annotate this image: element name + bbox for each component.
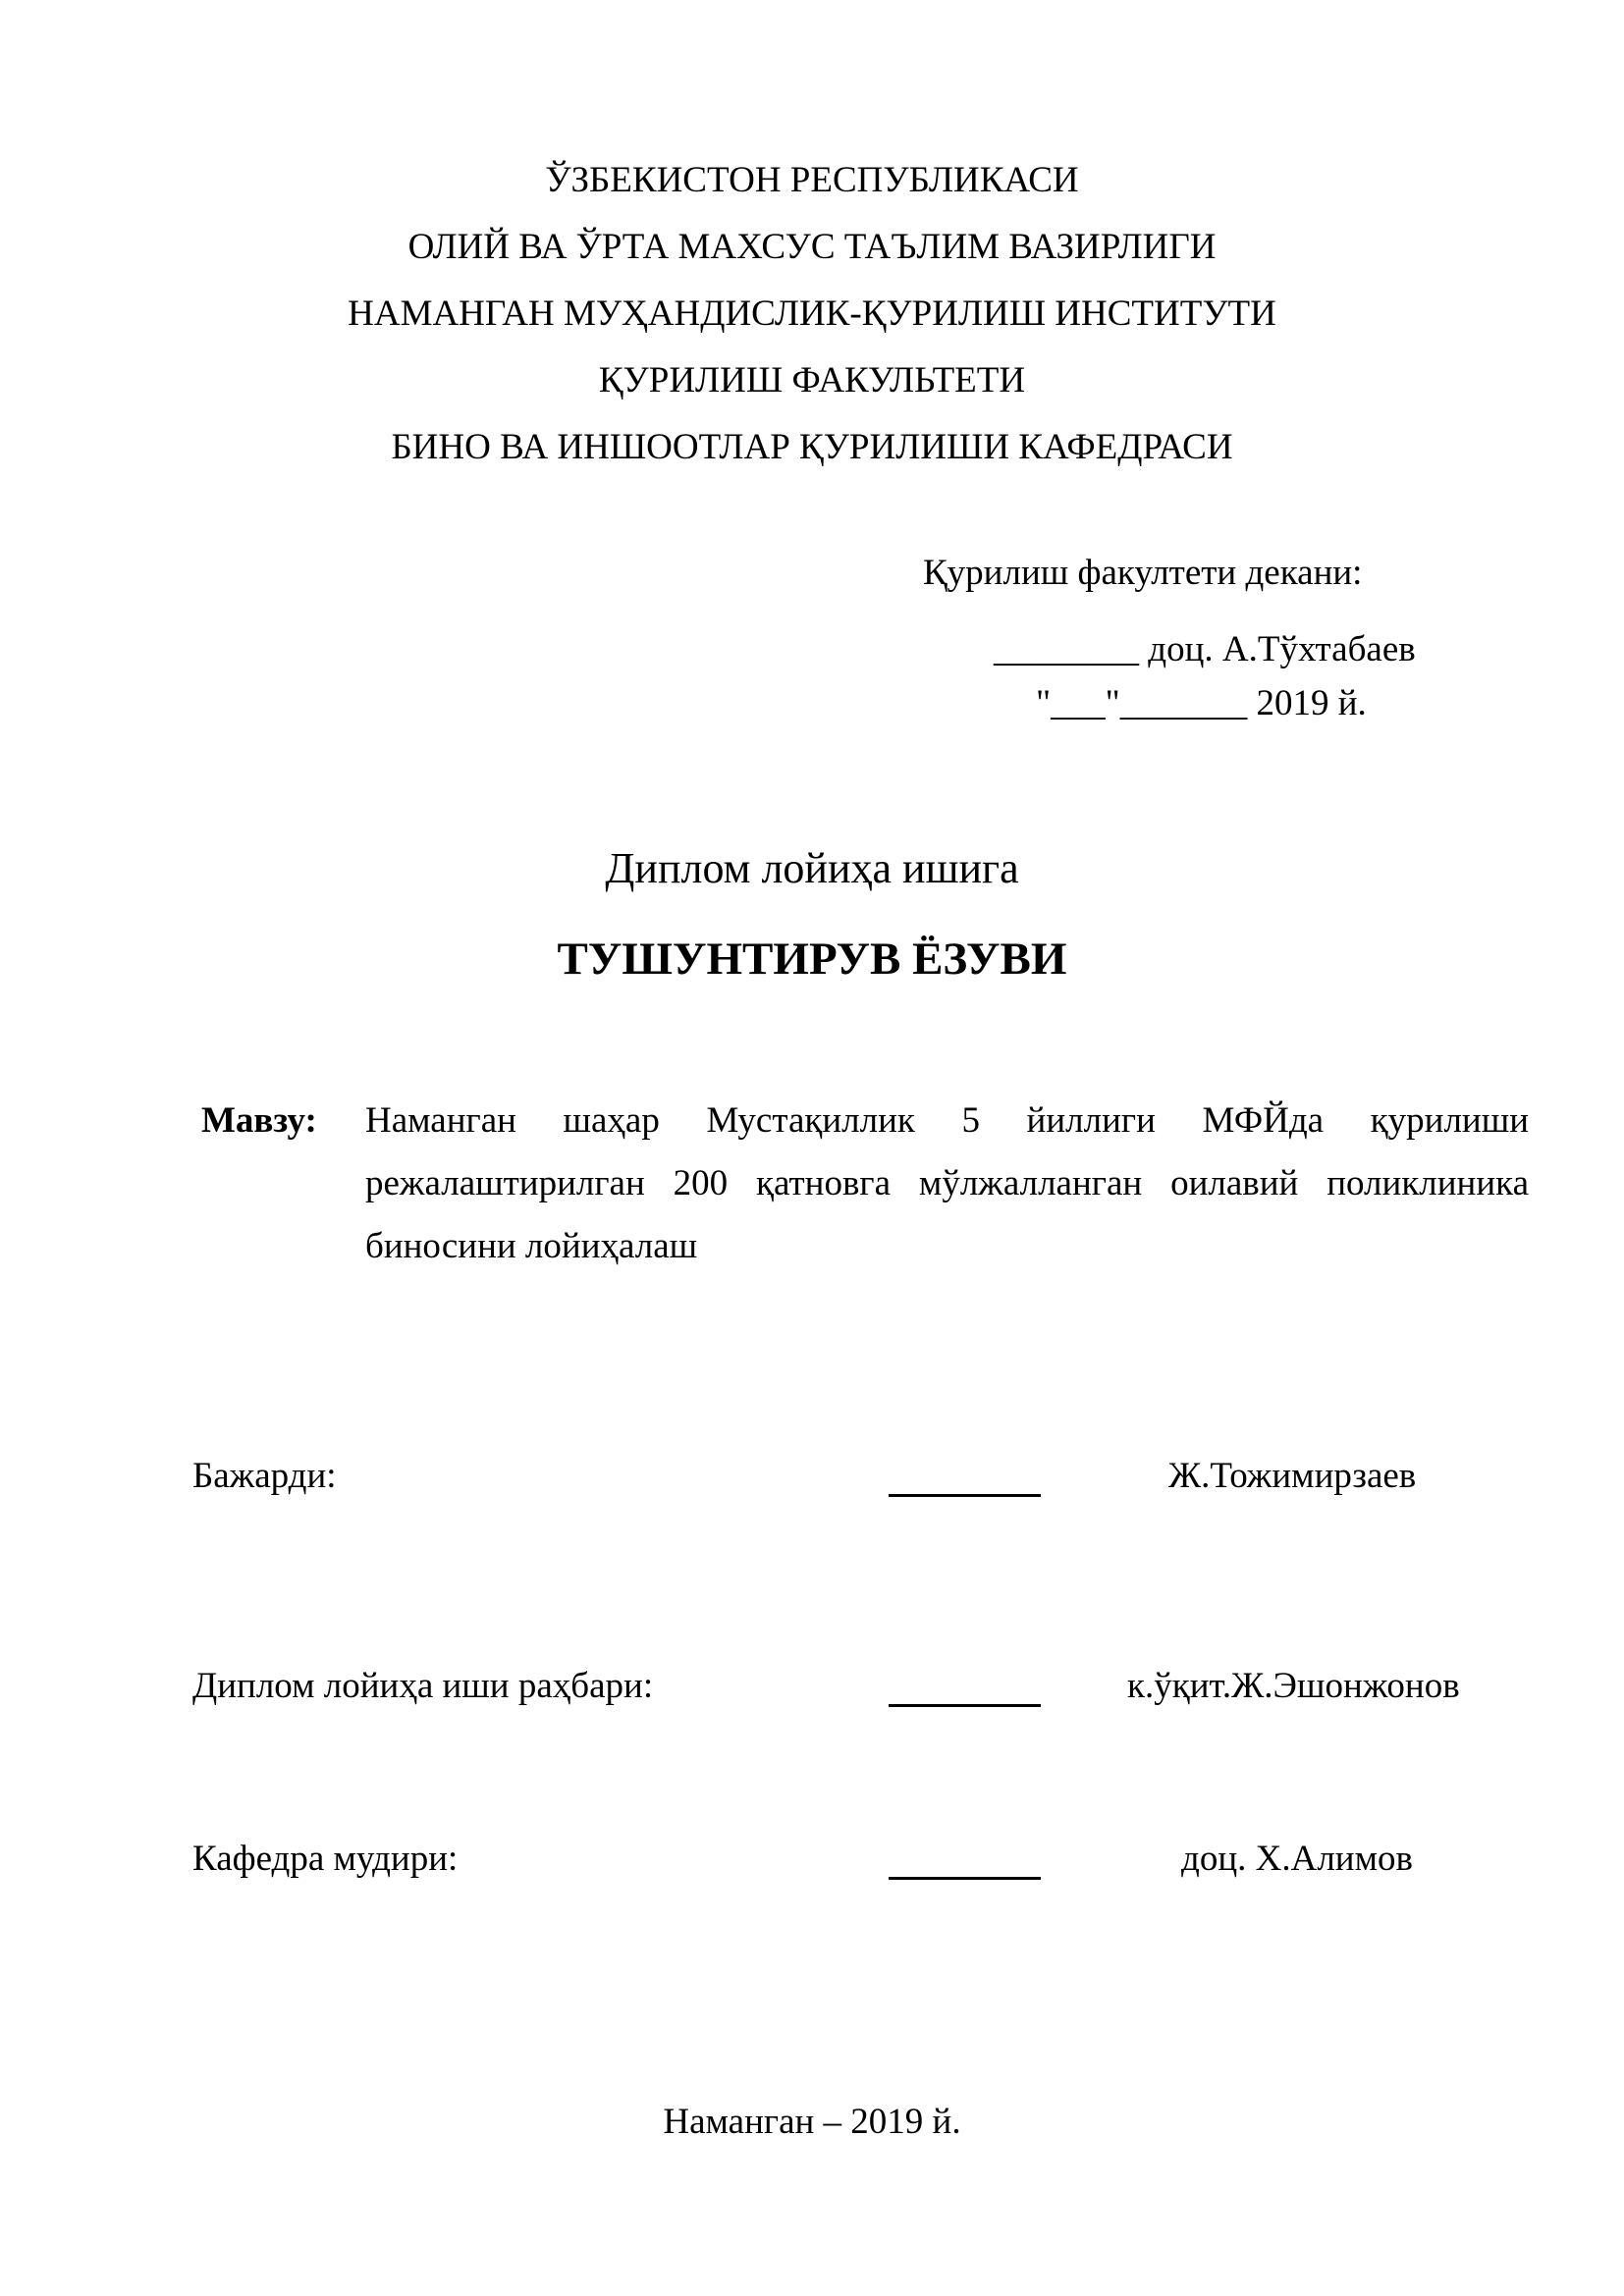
signature-row-head [0, 1830, 1624, 1889]
header-line-country: ЎЗБЕКИСТОН РЕСПУБЛИКАСИ [545, 160, 1079, 200]
document-title: ТУШУНТИРУВ ЁЗУВИ [557, 934, 1067, 985]
signature-role: Бажарди: [192, 1456, 337, 1496]
document-subtitle: Диплом лойиҳа ишига [605, 844, 1019, 892]
institution-header [0, 147, 1624, 481]
signature-row-performer [0, 1447, 1624, 1506]
signature-row-supervisor [0, 1657, 1624, 1716]
signature-line [889, 1494, 1041, 1497]
topic-label: Мавзу: [201, 1100, 317, 1141]
signature-role: Кафедра мудири: [192, 1839, 459, 1879]
approval-title: Қурилиш факултети декани: [923, 553, 1363, 593]
header-line-faculty: ҚУРИЛИШ ФАКУЛЬТЕТИ [598, 360, 1026, 400]
approval-date: "___"_______ 2019 й. [1036, 683, 1367, 723]
signature-role: Диплом лойиҳа иши раҳбари: [192, 1666, 654, 1706]
header-line-ministry: ОЛИЙ ВА ЎРТА МАХСУС ТАЪЛИМ ВАЗИРЛИГИ [407, 227, 1217, 267]
signature-name: Ж.Тожимирзаев [1168, 1456, 1417, 1496]
signature-line [889, 1877, 1041, 1880]
signature-name: доц. Х.Алимов [1181, 1839, 1413, 1879]
header-line-institute: НАМАНГАН МУҲАНДИСЛИК-ҚУРИЛИШ ИНСТИТУТИ [348, 294, 1276, 334]
signature-name: к.ўқит.Ж.Эшонжонов [1127, 1666, 1460, 1706]
approval-signature: ________ доц. А.Тўхтабаев [994, 629, 1416, 669]
signature-line [889, 1704, 1041, 1707]
header-line-department: БИНО ВА ИНШООТЛАР ҚУРИЛИШИ КАФЕДРАСИ [391, 427, 1233, 467]
topic-text: Наманган шаҳар Мустақиллик 5 йиллиги МФЙда қурилиши режалаштирилган 200 қатновга мўлжалланган оилавий поликлиника биносини лойиҳалаш [365, 1100, 1529, 1266]
footer-place-year: Наманган – 2019 й. [663, 2102, 961, 2142]
